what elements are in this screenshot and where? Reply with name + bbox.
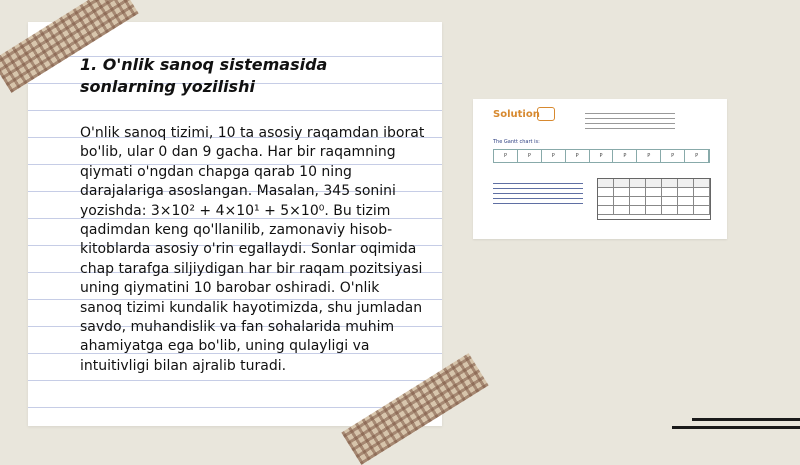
gantt-cell: P: [518, 150, 542, 162]
note-title: 1. O'nlik sanoq sistemasida sonlarning yozilishi: [80, 55, 328, 96]
gantt-chart: [493, 149, 710, 163]
results-table: [597, 178, 711, 220]
gantt-cell: P: [566, 150, 590, 162]
gantt-cell: P: [613, 150, 637, 162]
annotation-icon: [537, 107, 555, 121]
solution-title: Solution: [493, 109, 540, 120]
gantt-cell: P: [685, 150, 709, 162]
gantt-cell: P: [637, 150, 661, 162]
note-body: O'nlik sanoq tizimi, 10 ta asosiy raqamdan iborat bo'lib, ular 0 dan 9 gacha. Har bir raqamning qiymati o'ngdan chapga qarab 10 ning darajalariga asoslangan. Masalan, 345 sonini yozishda: 3×10² + 4×10¹ + 5×10⁰. Bu tizim qadimdan keng qo'llanilib, zamonaviy hisob-kitoblarda asosiy o'rin egallaydi. Sonlar oqimida chap tarafga siljiydigan har bir raqam pozitsiyasi uning qiymatini 10 barobar oshiradi. O'nlik sanoq tizimi kundalik hayotimizda, shu jumladan savdo, muhandislik va fan sohalarida muhim ahamiyatga ega bo'lib, uning qulayligi va intuitivligi bilan ajralib turadi.: [80, 125, 425, 374]
gantt-cell: P: [542, 150, 566, 162]
decorative-stripes: [672, 412, 800, 442]
solution-image: [473, 99, 727, 239]
formula-lines: [493, 179, 583, 208]
gantt-cell: P: [590, 150, 614, 162]
process-table-top: [585, 109, 675, 141]
gantt-cell: P: [661, 150, 685, 162]
gantt-label: The Gantt chart is:: [493, 139, 540, 145]
gantt-cell: P: [494, 150, 518, 162]
